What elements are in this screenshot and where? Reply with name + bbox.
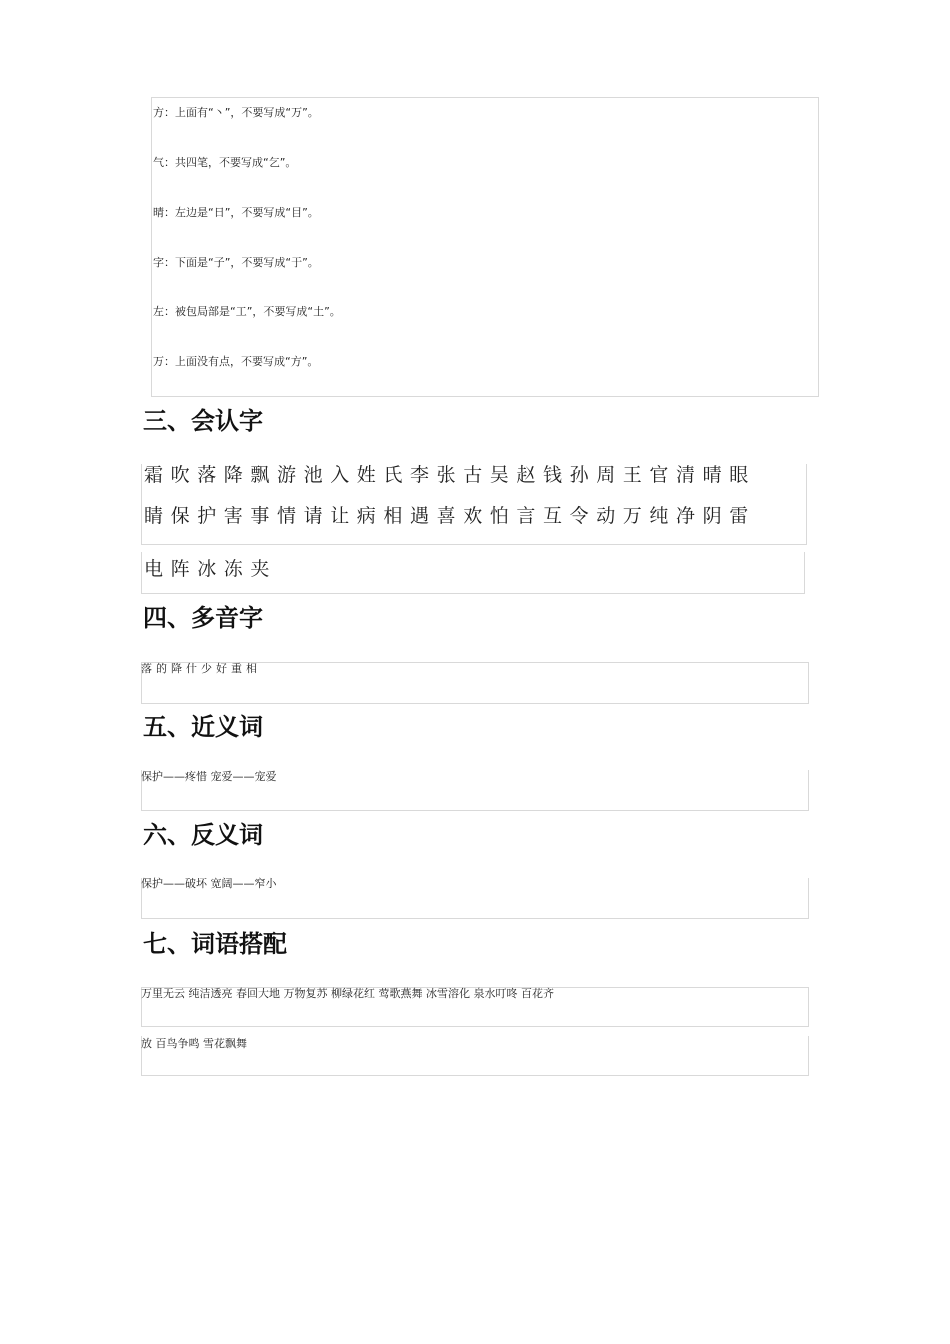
notes-box [151,97,819,397]
section-heading-collocation: 七、词语搭配 [143,930,287,958]
section-heading-recognize: 三、会认字 [143,407,263,435]
recognize-line-2: 睛保护害事情请让病相遇喜欢怕言互令动万纯净阴雷 [144,505,756,527]
collocation-line-2: 放 百鸟争鸣 雪花飘舞 [141,1037,247,1050]
note-qing: 晴：左边是“日”，不要写成“目”。 [153,206,319,219]
note-qi: 气：共四笔，不要写成“乞”。 [153,156,297,169]
section-heading-synonyms: 五、近义词 [143,713,263,741]
polyphone-text: 落的降什少好重相 [141,662,261,675]
section-heading-polyphone: 四、多音字 [143,604,263,632]
section-heading-antonyms: 六、反义词 [143,821,263,849]
collocation-line-1: 万里无云 纯洁透亮 春回大地 万物复苏 柳绿花红 莺歌燕舞 冰雪溶化 泉水叮咚 百花齐 [141,987,554,1000]
note-zi: 字：下面是“子”，不要写成“于”。 [153,256,319,269]
synonyms-text: 保护——疼惜 宠爱——宠爱 [141,770,277,783]
note-fang: 方：上面有“丶”，不要写成“万”。 [153,106,319,119]
note-wan: 万：上面没有点，不要写成“方”。 [153,355,319,368]
recognize-line-1: 霜吹落降飘游池入姓氏李张古吴赵钱孙周王官清晴眼 [144,464,756,486]
recognize-line-3: 电阵冰冻夹 [144,558,278,580]
antonyms-text: 保护——破坏 宽阔——窄小 [141,877,277,890]
note-zuo: 左：被包局部是“工”，不要写成“土”。 [153,305,341,318]
